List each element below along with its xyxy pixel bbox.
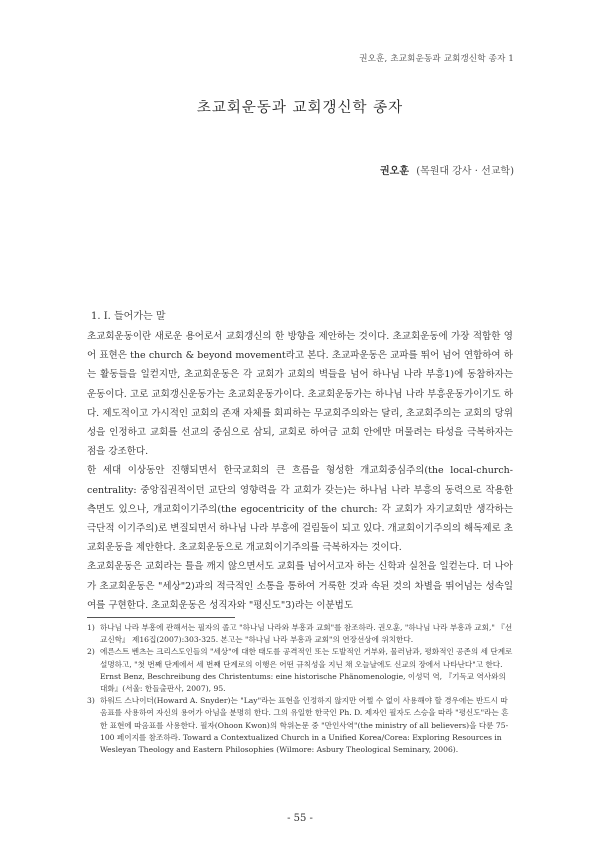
- footnote-divider: [87, 617, 235, 618]
- running-header: 권오훈, 초교회운동과 교회갱신학 종자 1: [359, 54, 514, 64]
- footnote-text: 에른스트 벤츠는 크리스도인들의 "세상"에 대한 태도를 공격적인 또는 도발적인 거부와, 물러남과, 평화적인 공존의 세 단계로 설명하고, "첫 번째 단계에서 세 번째 단계로의 이행은 어떤 규칙성을 지닌 채 오늘날에도 신교의 장에서 나타난다"고 한다. Ernst Benz, Beschreibung des Christentums: eine historische Phänomenologie, 이성덕 역, 『기독교 역사와의 대화』(서울: 한들출판사, 2007), 95.: [100, 647, 513, 694]
- footnote: [87, 646, 515, 695]
- page-number: - 55 -: [287, 813, 313, 824]
- author-affiliation: (목원대 강사 · 선교학): [416, 166, 514, 177]
- footnotes: [87, 622, 515, 756]
- body-paragraph: 초교회운동이란 새로운 용어로서 교회갱신의 한 방향을 제안하는 것이다. 초교회운동에 가장 적합한 영어 표현은 the church & beyond movement라고 본다. 초교파운동은 교파를 뛰어 넘어 연합하여 하는 활동들을 일컫지만, 초교회운동은 각 교회가 교회의 벽들을 넘어 하나님 나라 부흥1)에 동참하자는 운동이다. 고로 교회갱신운동가는 초교회운동가이다. 초교회운동가는 하나님 나라 부흥운동가이기도 하다. 제도적이고 가시적인 교회의 존재 자체를 회피하는 무교회주의와는 달리, 초교회주의는 교회의 당위성을 인정하고 교회를 선교의 중심으로 삼되, 교회로 하여금 교회 안에만 머물려는 타성을 극복하자는 점을 강조한다.: [87, 331, 513, 458]
- footnote: [87, 695, 515, 756]
- author-line: [380, 162, 514, 177]
- paper-title: 초교회운동과 교회갱신학 종자: [196, 100, 404, 116]
- body-paragraph: 한 세대 이상동안 진행되면서 한국교회의 큰 흐름을 형성한 개교회중심주의(the local-church-centrality: 중앙집권적이던 교단의 영향력을 각 교회가 갖는)는 하나님 나라 부흥의 동력으로 작용한 측면도 있으나, 개교회이기주의(the egocentricity of the church: 각 교회가 자기교회만 생각하는 극단적 이기주의)로 변질되면서 하나님 나라 부흥에 걸림돌이 되고 있다. 개교회이기주의의 해독제로 초교회운동을 제안한다. 초교회운동으로 개교회이기주의를 극복하자는 것이다.: [87, 465, 513, 554]
- footnote-number: 1): [87, 623, 95, 632]
- author-name: 권오훈: [380, 166, 409, 177]
- body-text: [87, 327, 513, 615]
- footnote-number: 2): [87, 647, 95, 657]
- footnote-text: 하나님 나라 부흥에 관해서는 필자의 졸고 "하나님 나라와 부흥과 교회"를 참조하라. 권오훈, "하나님 나라 부흥과 교회," 『선교신학』 제16집(2007):303-325. 본고는 "하나님 나라 부흥과 교회"의 연장선상에 위치한다.: [100, 623, 513, 645]
- body-paragraph: 초교회운동은 교회라는 틀을 깨지 않으면서도 교회를 넘어서고자 하는 신학과 실천을 일컫는다. 더 나아가 초교회운동은 "세상"2)과의 적극적인 소통을 통하여 거룩한 것과 속된 것의 차별을 뛰어넘는 성속일여를 구현한다. 초교회운동은 성직자와 "평신도"3)라는 이분법도: [87, 561, 513, 611]
- footnote: [87, 622, 515, 646]
- footnote-text: 하워드 스나이더(Howard A. Snyder)는 "Lay"라는 표현을 인정하지 않지만 어쩔 수 없이 사용해야 할 경우에는 반드시 따옴표를 사용하여 자신의 용어가 아님을 분명히 한다. 그의 유일한 한국인 Ph. D. 제자인 필자도 스승을 따라 "평신도"라는 흔한 표현에 따옴표를 사용한다. 필자(Ohoon Kwon)의 학위논문 중 "만인사역"(the ministry of all believers)을 다룬 75-100 페이지를 참조하라. Toward a Contextualized Church in a Unified Korea/Corea: Exploring Resources in Wesleyan Theology and Eastern Philosophies (Wilmore: Asbury Theological Seminary, 2006).: [100, 696, 509, 755]
- footnote-number: 3): [87, 696, 95, 706]
- section-heading: 1. I. 들어가는 말: [91, 311, 166, 322]
